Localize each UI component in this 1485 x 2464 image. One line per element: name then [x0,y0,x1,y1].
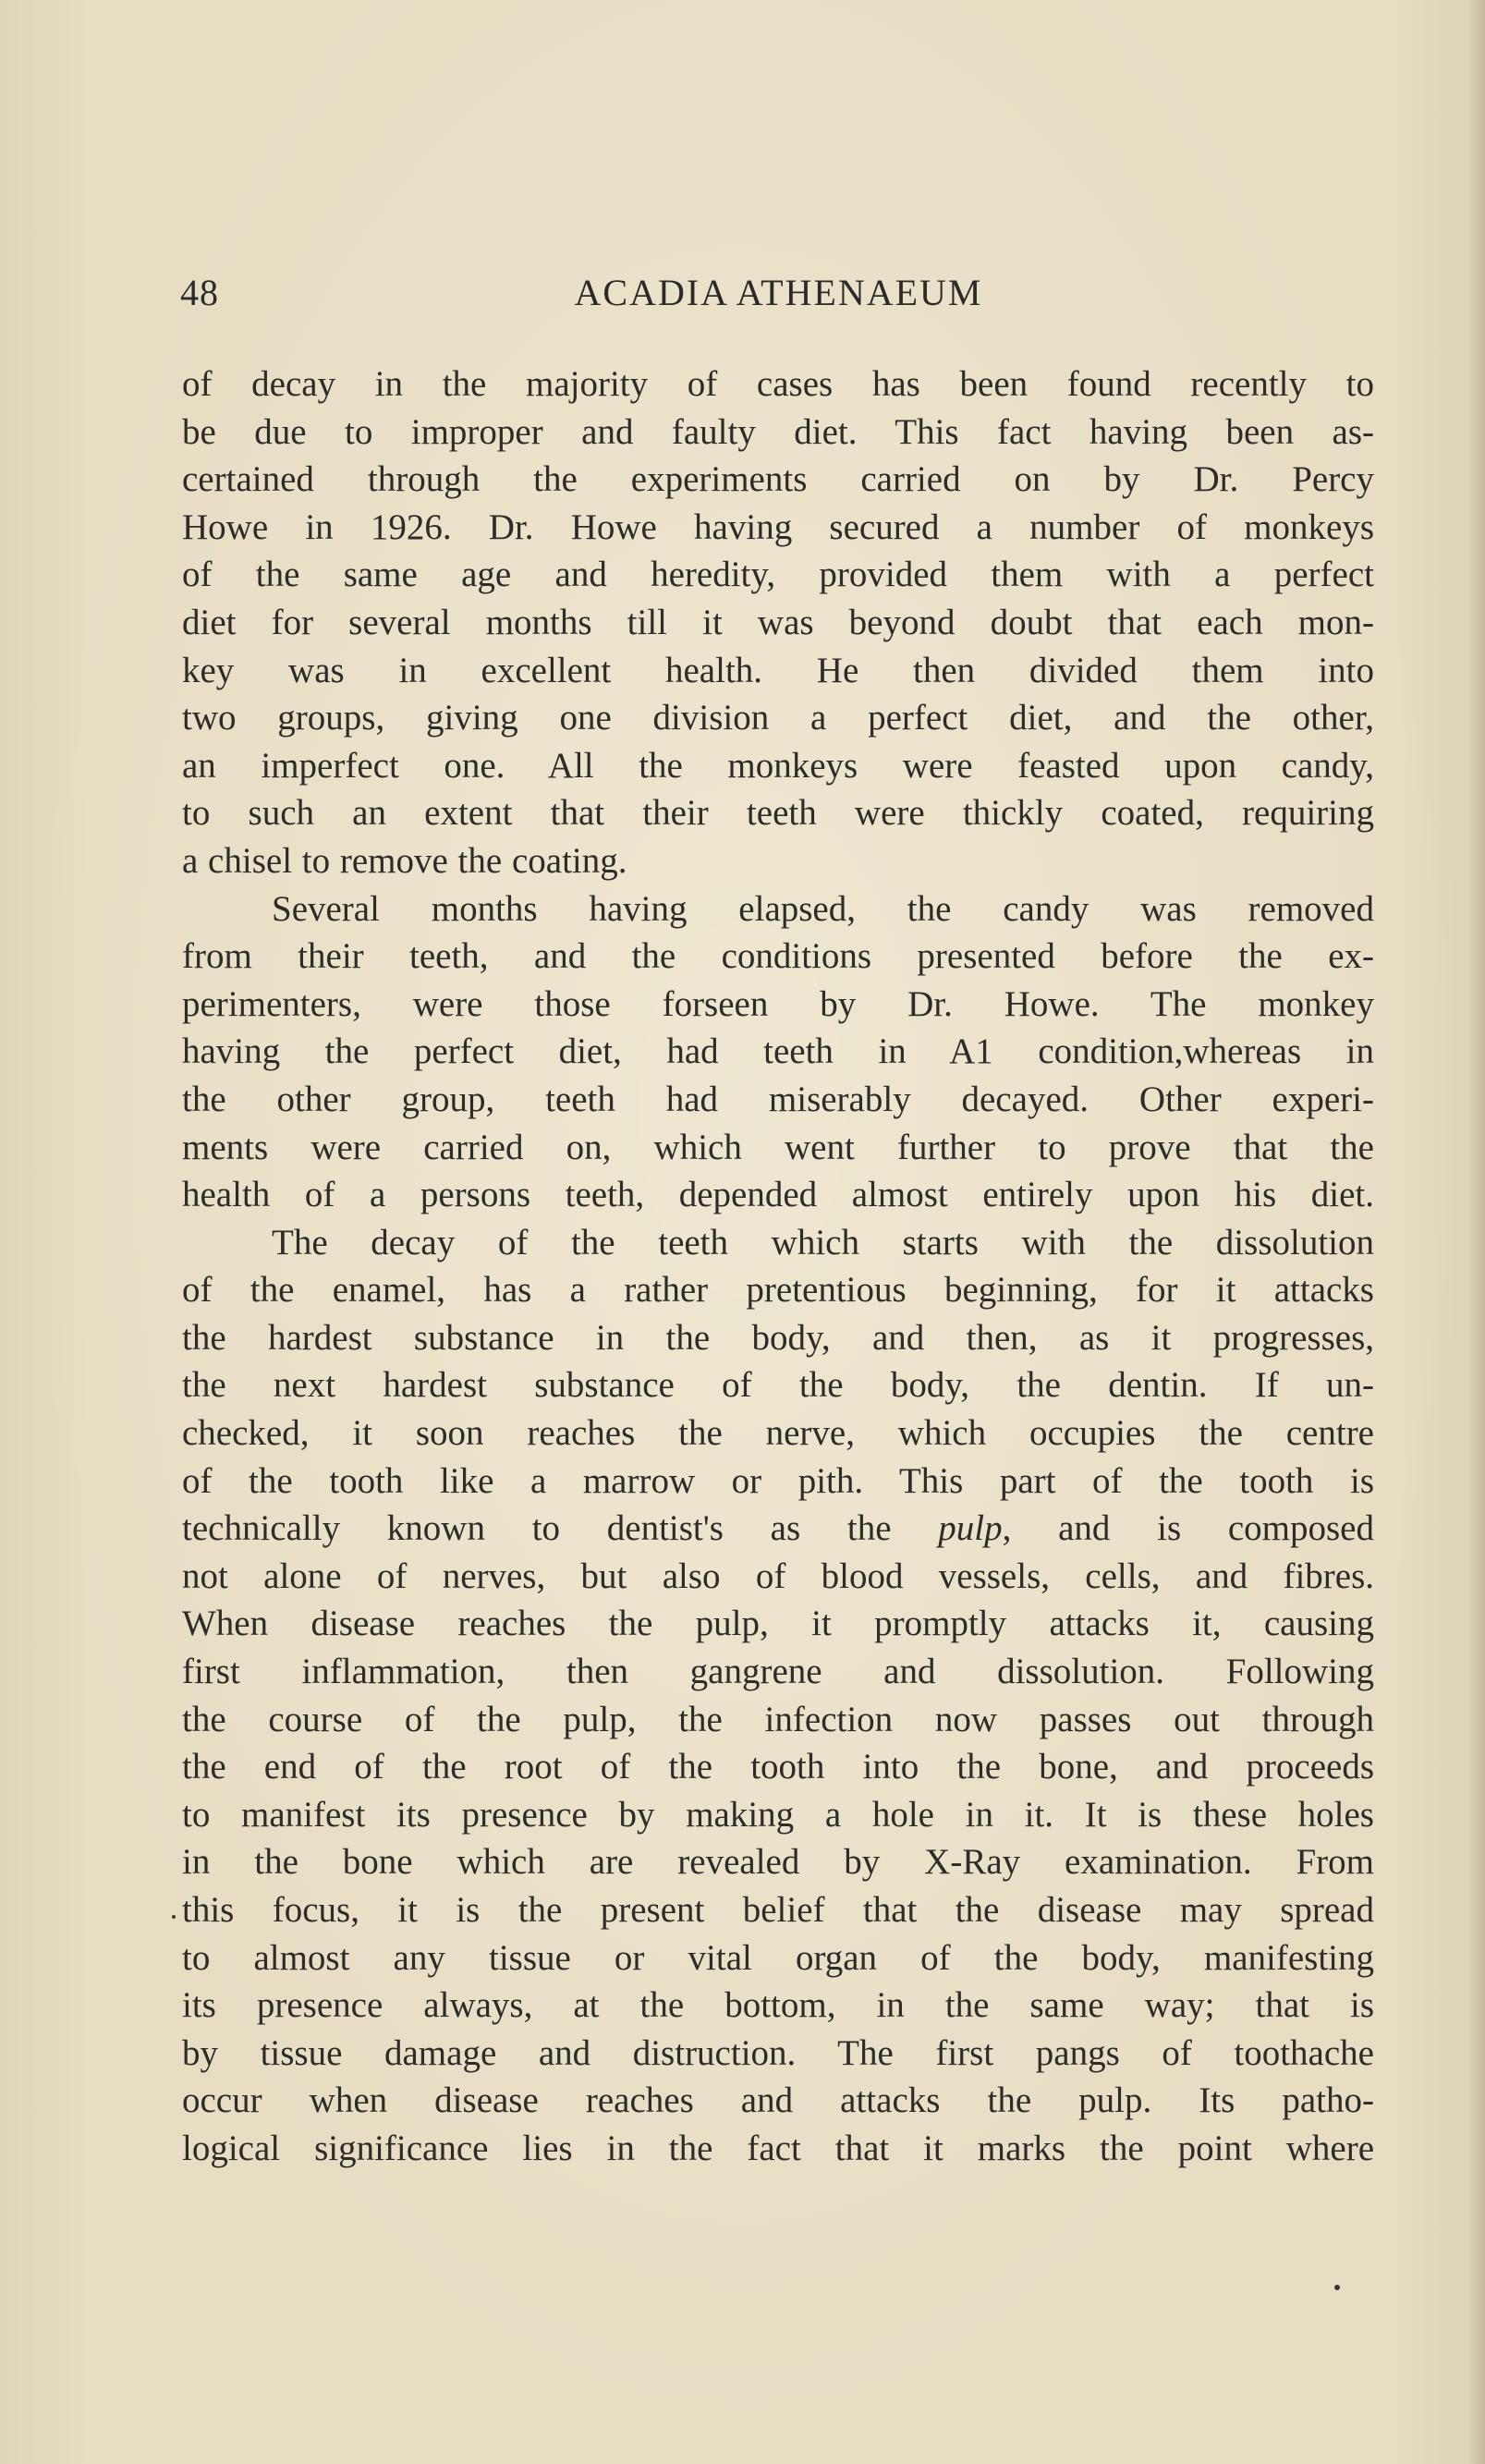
italic-term: pulp [938,1508,1003,1549]
text-line: certained through the experiments carried on by Dr. Percy [182,459,1374,500]
text-line: its presence always, at the bottom, in the same way; that is [182,1985,1374,2026]
text-line: checked, it soon reaches the nerve, which occupies the centre [182,1413,1374,1454]
text-line: a chisel to remove the coating. [182,840,627,881]
page-header [180,265,1377,321]
text-line: ments were carried on, which went further to prove that the [182,1127,1374,1167]
text-line: to almost any tissue or vital organ of the body, manifesting [182,1937,1374,1978]
page-edge-shadow [1468,0,1485,2464]
text-line: the next hardest substance of the body, the dentin. If un- [182,1365,1374,1406]
text-line: When disease reaches the pulp, it promptly attacks it, causing [182,1604,1374,1644]
text-line: health of a persons teeth, depended almost entirely upon his diet. [182,1175,1374,1215]
text-line: to such an extent that their teeth were thickly coated, requiring [182,793,1374,834]
text-line: occur when disease reaches and attacks the pulp. Its patho- [182,2080,1374,2121]
text-line: by tissue damage and distruction. The first pangs of toothache [182,2032,1374,2073]
text-line: the other group, teeth had miserably decayed. Other experi- [182,1079,1374,1119]
text-line: this focus, it is the present belief that the disease may spread [182,1890,1374,1930]
text-line: Howe in 1926. Dr. Howe having secured a number of monkeys [182,506,1374,547]
text-line: not alone of nerves, but also of blood vessels, cells, and fibres. [182,1555,1374,1596]
text-line: the course of the pulp, the infection now passes out through [182,1699,1374,1739]
text-line: logical significance lies in the fact that it marks the point where [182,2128,1374,2168]
article-body [182,360,1374,2173]
text-line: an imperfect one. All the monkeys were feasted upon candy, [182,745,1374,786]
text-line: perimenters, were those forseen by Dr. Howe. The monkey [182,983,1374,1024]
text-line: in the bone which are revealed by X-Ray examination. From [182,1842,1374,1883]
text-line: the end of the root of the tooth into the bone, and proceeds [182,1747,1374,1787]
page-number: 48 [180,272,219,313]
text-line: two groups, giving one division a perfect diet, and the other, [182,698,1374,738]
text-line: be due to improper and faulty diet. This fact having been as- [182,411,1374,452]
paper-speck [1334,2285,1340,2290]
paragraph-2 [182,885,1374,1219]
paragraph-1 [182,360,1374,885]
text-line: the hardest substance in the body, and then, as it progresses, [182,1317,1374,1358]
text-line: of decay in the majority of cases has been found recently to [182,364,1374,404]
paper-speck [172,1915,176,1919]
running-title: ACADIA ATHENAEUM [574,272,983,313]
text-line: from their teeth, and the conditions presented before the ex- [182,936,1374,977]
text-line: of the same age and heredity, provided them with a perfect [182,555,1374,595]
text-line: Several months having elapsed, the candy was removed [272,888,1374,929]
text-line: having the perfect diet, had teeth in A1 condition,whereas in [182,1031,1374,1072]
text-line: key was in excellent health. He then divided them into [182,650,1374,690]
text-line: diet for several months till it was beyond doubt that each mon- [182,602,1374,642]
text-line: technically known to dentist's as the pulp, and is composed [182,1508,1374,1549]
text-line: of the enamel, has a rather pretentious beginning, for it attacks [182,1270,1374,1311]
text-line: first inflammation, then gangrene and dissolution. Following [182,1652,1374,1692]
text-line: of the tooth like a marrow or pith. This part of the tooth is [182,1460,1374,1501]
text-line: to manifest its presence by making a hole in it. It is these holes [182,1794,1374,1835]
text-line: The decay of the teeth which starts with the dissolution [272,1222,1374,1262]
paragraph-3 [182,1219,1374,2173]
